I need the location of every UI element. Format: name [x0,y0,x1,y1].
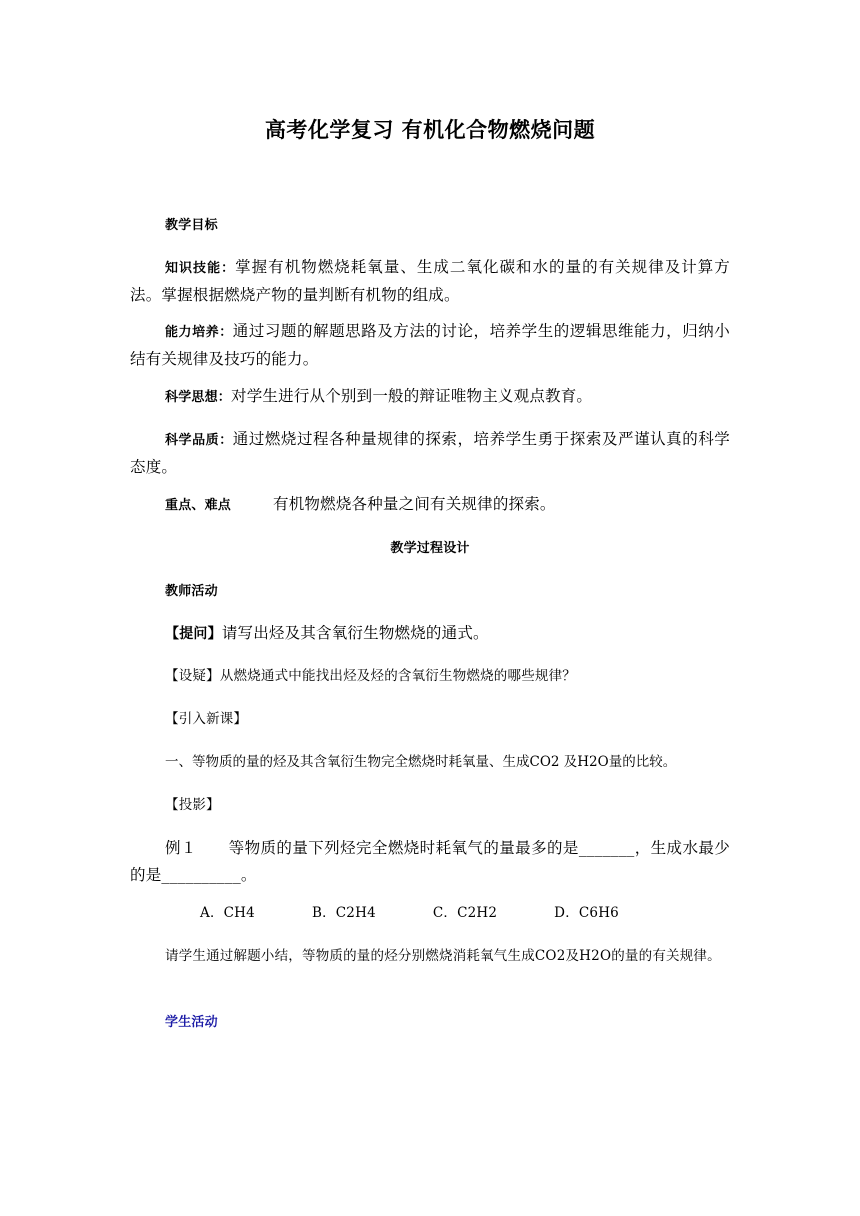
example-1: 例１ 等物质的量下列烃完全燃烧时耗氧气的量最多的是_______，生成水最少的是__________。 [130,839,730,884]
process-heading: 教学过程设计 [390,541,470,556]
answer-options [130,900,730,927]
document-title: 高考化学复习 有机化合物燃烧问题 [264,118,596,142]
student-activity-heading: 学生活动 [165,1015,218,1030]
option-b: B．C2H4 [311,905,376,921]
objectives-heading: 教学目标 [165,218,218,233]
summary-prompt: 请学生通过解题小结，等物质的量的烃分别燃烧消耗氧气生成CO2及H2O的量的有关规律。 [165,948,721,964]
objective-knowledge: 知识技能：掌握有机物燃烧耗氧量、生成二氧化碳和水的量的有关规律及计算方法。掌握根据燃烧产物的量判断有机物的组成。 [130,258,730,304]
option-d: D．C6H6 [554,905,619,921]
projection-line: 【投影】 [165,797,220,813]
objective-thinking: 科学思想：对学生进行从个别到一般的辩证唯物主义观点教育。 [165,387,593,405]
key-points: 重点、难点 有机物燃烧各种量之间有关规律的探索。 [165,495,556,513]
objective-ability: 能力培养：通过习题的解题思路及方法的讨论，培养学生的逻辑思维能力，归纳小结有关规律及技巧的能力。 [130,322,730,368]
question-line: 【提问】请写出烃及其含氧衍生物燃烧的通式。 [165,624,489,642]
option-a: A．CH4 [200,905,255,921]
objective-quality: 科学品质：通过燃烧过程各种量规律的探索，培养学生勇于探索及严谨认真的科学态度。 [130,430,730,476]
teacher-activity-heading: 教师活动 [165,584,218,599]
option-c: C．C2H2 [432,905,498,921]
intro-line: 【引入新课】 [165,711,248,727]
section-1-heading: 一、等物质的量的烃及其含氧衍生物完全燃烧时耗氧量、生成CO2 及H2O量的比较。 [165,754,677,770]
setup-line: 【设疑】从燃烧通式中能找出烃及烃的含氧衍生物燃烧的哪些规律？ [165,668,577,684]
